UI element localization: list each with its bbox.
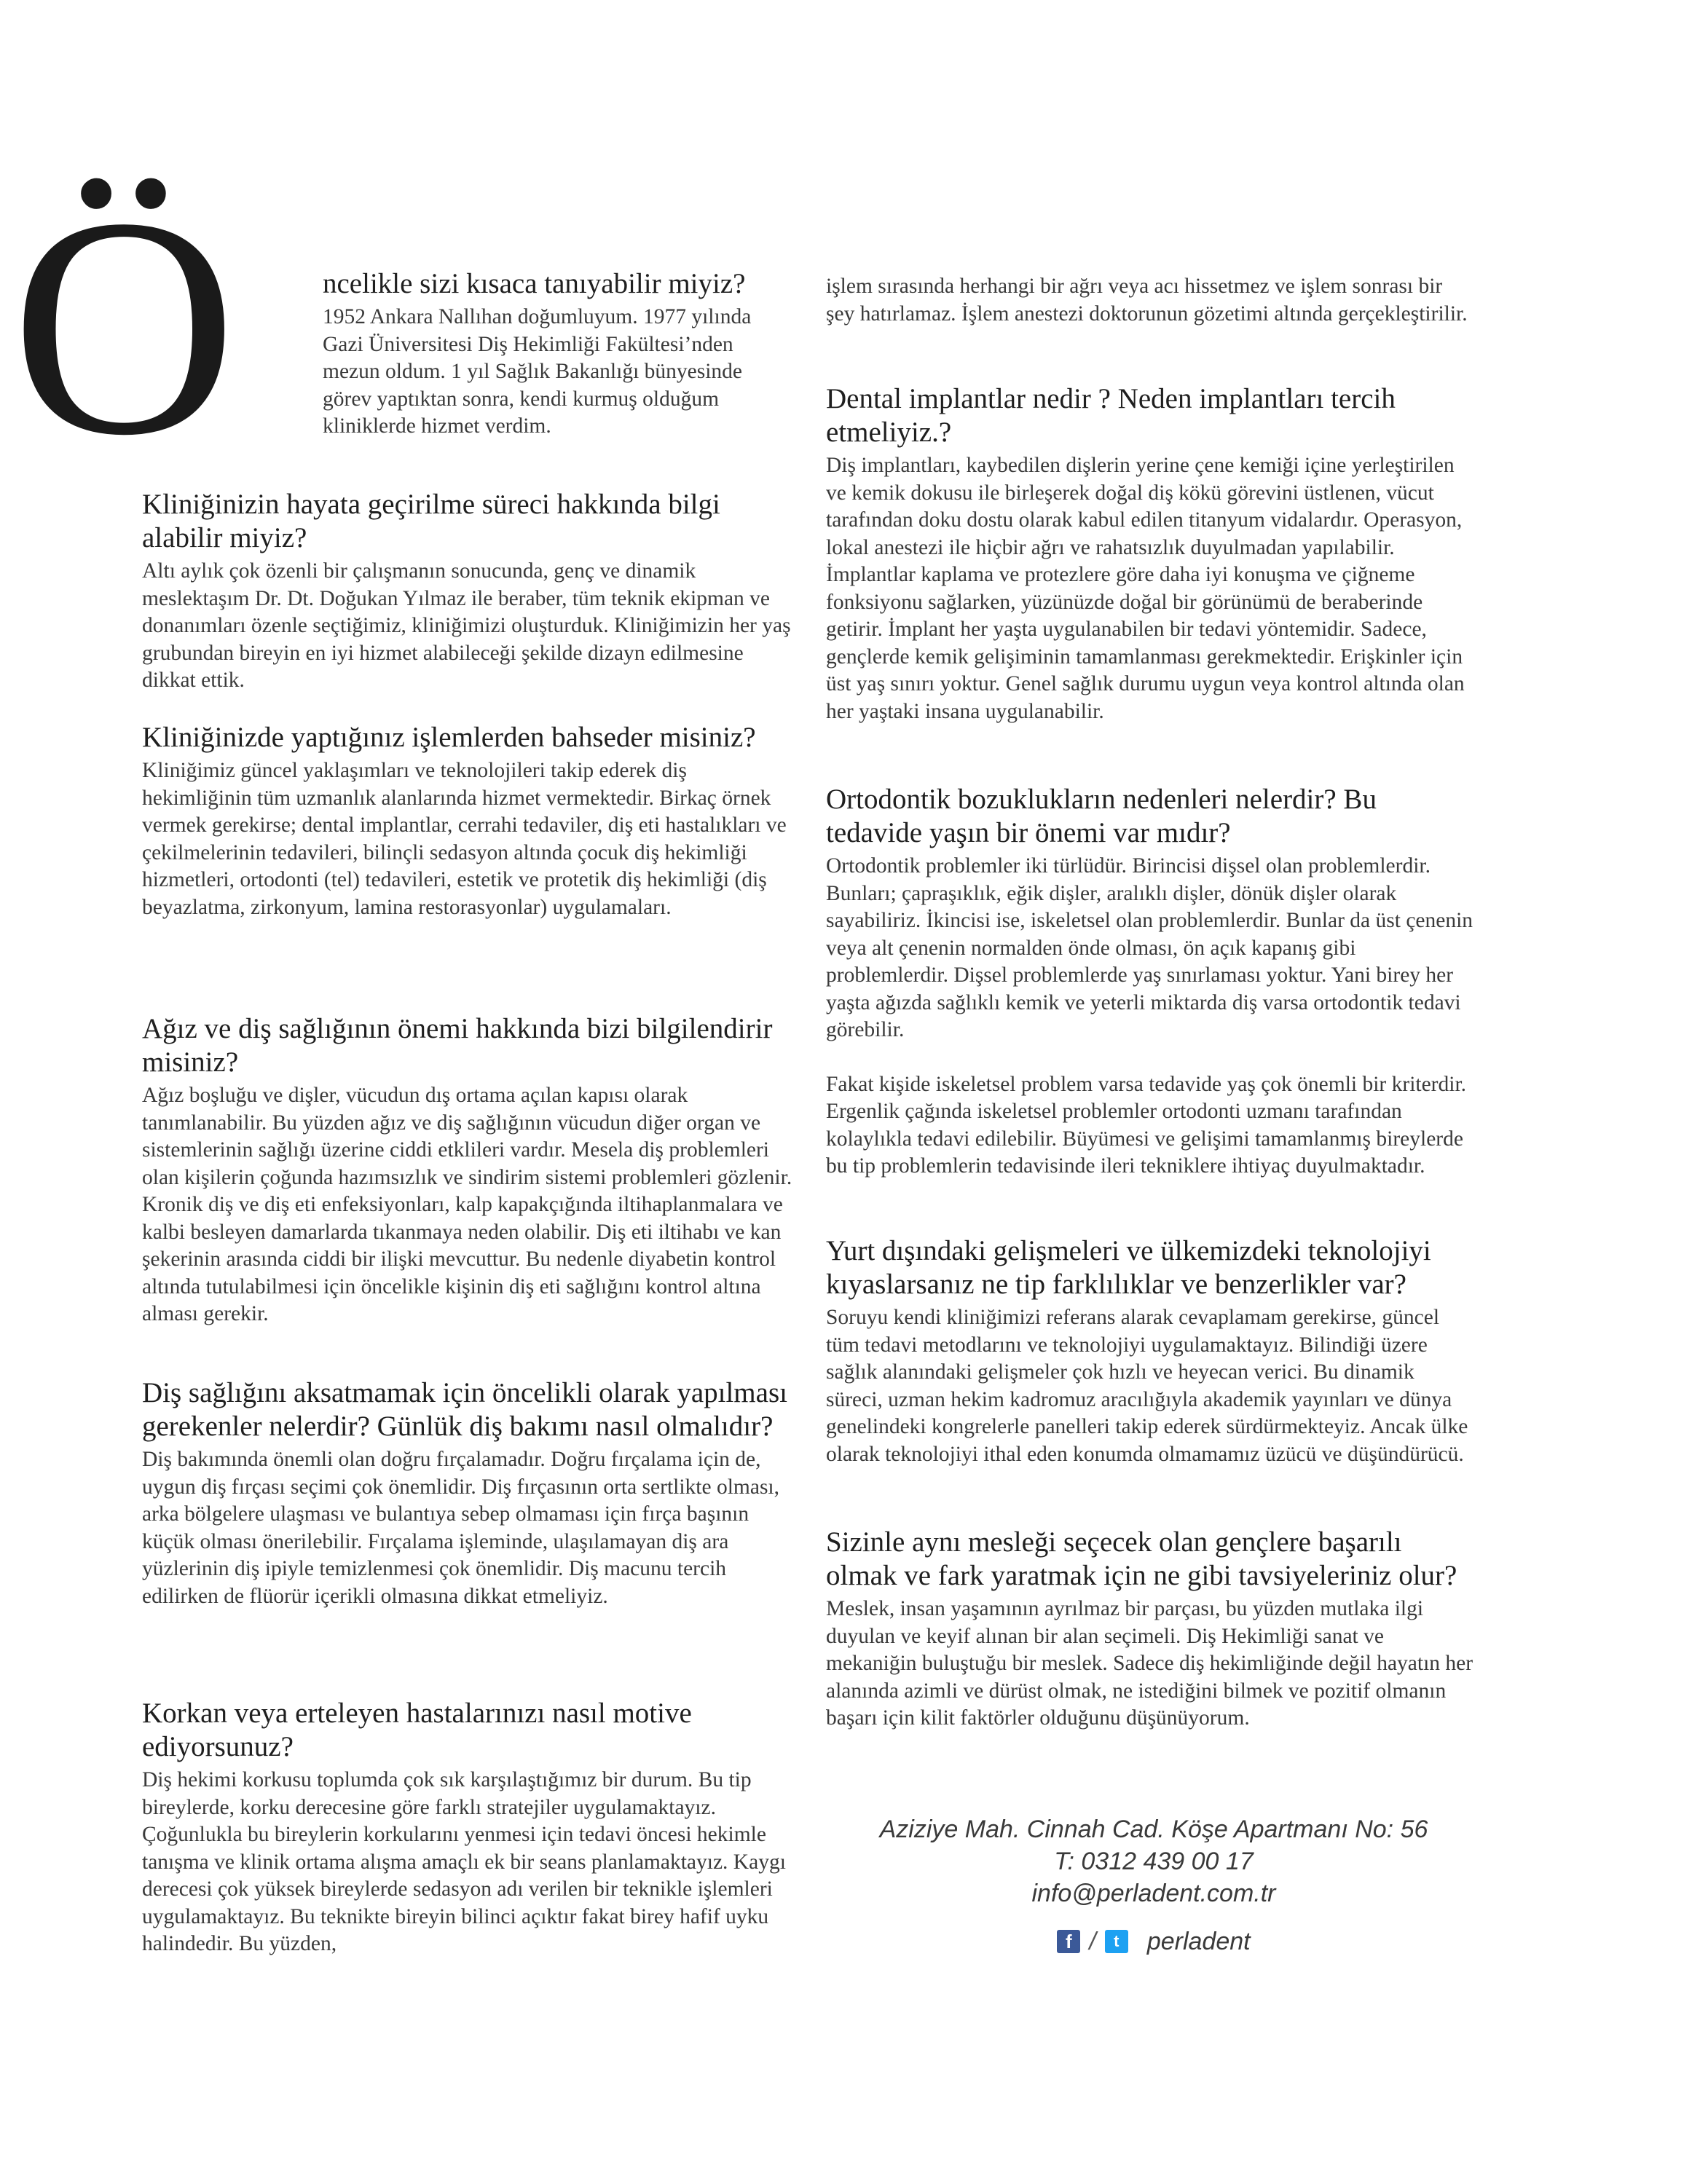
qa-left-5 (142, 1697, 794, 1958)
question-heading: Ortodontik bozuklukların nedenleri nelerdir? Bu tedavide yaşın bir önemi var mıdır? (826, 784, 1377, 848)
question-heading: Yurt dışındaki gelişmeleri ve ülkemizdeki teknolojiyi kıyaslarsanız ne tip farklılıklar ve benzerlikler var? (826, 1235, 1431, 1300)
contact-block (826, 1813, 1482, 1958)
social-handle[interactable]: perladent (1146, 1928, 1251, 1955)
qa-left-3 (142, 1012, 794, 1328)
facebook-icon[interactable]: f (1057, 1930, 1080, 1953)
qa-left-1 (142, 488, 794, 695)
social-separator: / (1089, 1928, 1096, 1955)
answer-paragraph: Kliniğimiz güncel yaklaşımları ve teknolojileri takip ederek diş hekimliğinin tüm uzmanlık alanlarında hizmet vermektedir. Birkaç örnek vermek gerekirse; dental implantlar, cerrahi tedaviler, diş eti hastalıkları ve çekilmelerinin tedavileri, bilinçli sedasyon altında çocuk diş hekimliği hizmetleri, ortodonti (tel) tedavileri, estetik ve protetik diş hekimliği (diş beyazlatma, zirkonyum, lamina restorasyonlar) uygulamaları. (142, 759, 787, 919)
question-heading: Kliniğinizde yaptığınız işlemlerden bahseder misiniz? (142, 722, 756, 753)
answer-paragraph: Meslek, insan yaşamının ayrılmaz bir parçası, bu yüzden mutlaka ilgi duyulan ve keyif alınan bir alan seçimeli. Diş Hekimliği sanat ve mekaniğin buluştuğu bir meslek. Sadece diş hekimliğinde değil hayatın her alanında azimli ve dürüst olmak, ne istediğini bilmek ve pozitif olmanın başarı için kilit faktörler olduğunu düşünüyorum. (826, 1597, 1473, 1730)
continuation-block (826, 273, 1474, 328)
question-heading: Dental implantlar nedir ? Neden implantları tercih etmeliyiz.? (826, 383, 1396, 448)
answer-paragraph: Altı aylık çok özenli bir çalışmanın sonucunda, genç ve dinamik meslektaşım Dr. Dt. Doğukan Yılmaz ile beraber, tüm teknik ekipman ve donanımları özenle seçtiğimiz, kliniğimizi oluşturduk. Kliniğimizin her yaş grubundan bireyin en iyi hizmet alabileceği şekilde dizayn edilmesine dikkat ettik. (142, 559, 791, 692)
qa-right-3 (826, 1234, 1474, 1468)
answer-paragraph: Diş bakımında önemli olan doğru fırçalamadır. Doğru fırçalama için de, uygun diş fırçası seçimi çok önemlidir. Diş fırçasının orta sertlikte olması, arka bölgelere ulaşması ve bulantıya sebep olmaması için fırça başının küçük olması önerilebilir. Fırçalama işleminde, ulaşılamayan diş ara yüzlerinin diş ipiyle temizlenmesi çok önemlidir. Diş macunu tercih edilirken de flüorür içerikli olmasına dikkat etmeliyiz. (142, 1448, 779, 1608)
question-heading: Ağız ve diş sağlığının önemi hakkında bizi bilgilendirir misiniz? (142, 1013, 773, 1078)
answer-paragraph: Diş implantları, kaybedilen dişlerin yerine çene kemiği içine yerleştirilen ve kemik dokusu ile birleşerek doğal diş kökü görevini üstlenen, vücut tarafından doku dostu olarak kabul edilen titanyum vidalardır. Operasyon, lokal anestezi ile hiçbir ağrı ve rahatsızlık duyulmadan yapılabilir. İmplantlar kaplama ve protezlere göre daha iyi konuşma ve çiğneme fonksiyonu sağlarken, yüzünüzde doğal bir görünümü de beraberinde getirir. İmplant her yaşta uygulanabilen bir tedavi yöntemidir. Sadece, gençlerde kemik gelişiminin tamamlanması gerekmektedir. Erişkinler için üst yaş sınırı yoktur. Genel sağlık durumu uygun veya kontrol altında olan her yaştaki insana uygulanabilir. (826, 454, 1465, 723)
question-heading: Diş sağlığını aksatmamak için öncelikli olarak yapılması gerekenler nelerdir? Günlük diş bakımı nasıl olmalıdır? (142, 1377, 787, 1442)
qa-left-2 (142, 721, 794, 921)
social-links (826, 1925, 1482, 1958)
answer-paragraph: Ortodontik problemler iki türlüdür. Birincisi dişsel olan problemlerdir. Bunları; çapraşıklık, eğik dişler, aralıklı dişler, dönük dişler olarak sayabiliriz. İkincisi ise, iskeletsel olan problemlerdir. Bunlar da üst çenenin veya alt çenenin normalden önde olması, ön açık kapanış gibi problemlerdir. Dişsel problemlerde yaş sınırlaması yoktur. Yani birey her yaşta ağızda sağlıklı kemik ve yeterli miktarda diş varsa ortodontik tedavi görebilir. (826, 854, 1473, 1041)
qa-left-4 (142, 1376, 794, 1610)
answer-paragraph: Ağız boşluğu ve dişler, vücudun dış ortama açılan kapısı olarak tanımlanabilir. Bu yüzden ağız ve diş sağlığının vücudun diğer organ ve sistemlerinin sağlığı üzerine ciddi etklileri vardır. Mesela diş problemleri olan kişilerin çoğunda hazımsızlık ve sindirim sistemi problemleri gözlenir. Kronik diş ve diş eti enfeksiyonları, kalp kapakçığında iltihaplanmalara ve kalbi besleyen damarlarda tıkanmaya neden olabilir. Diş eti iltihabı ve kan şekerinin arasında ciddi bir ilişki mevcuttur. Bu nedenle diyabetin kontrol altında tutulabilmesi için öncelikle kişinin diş eti sağlığını kontrol altına alması gerekir. (142, 1084, 792, 1325)
contact-address: Aziziye Mah. Cinnah Cad. Köşe Apartmanı No: 56 (879, 1816, 1428, 1843)
contact-phone: T: 0312 439 00 17 (1054, 1848, 1254, 1875)
answer-paragraph: Fakat kişide iskeletsel problem varsa tedavide yaş çok önemli bir kriterdir. Ergenlik çağında iskeletsel problemler ortodonti uzmanı tarafından kolaylıkla tedavi edilebilir. Büyümesi ve gelişimi tamamlanmış bireylerde bu tip problemlerin tedavisinde ileri tekniklere ihtiyaç duyulmaktadır. (826, 1072, 1467, 1178)
intro-answer: 1952 Ankara Nallıhan doğumluyum. 1977 yılında Gazi Üniversitesi Diş Hekimliği Fakültesi’nden mezun oldum. 1 yıl Sağlık Bakanlığı bünyesinde görev yaptıktan sonra, kendi kurmuş olduğum kliniklerde hizmet verdim. (323, 305, 752, 438)
question-heading: Korkan veya erteleyen hastalarınızı nasıl motive ediyorsunuz? (142, 1698, 692, 1762)
question-heading: Sizinle aynı mesleği seçecek olan gençlere başarılı olmak ve fark yaratmak için ne gibi tavsiyeleriniz olur? (826, 1526, 1457, 1591)
twitter-icon[interactable]: t (1105, 1930, 1128, 1953)
question-heading: Kliniğinizin hayata geçirilme süreci hakkında bilgi alabilir miyiz? (142, 489, 720, 553)
intro-question: ncelikle sizi kısaca tanıyabilir miyiz? (323, 268, 746, 299)
intro-block (323, 267, 789, 441)
answer-paragraph: Diş hekimi korkusu toplumda çok sık karşılaştığımız bir durum. Bu tip bireylerde, korku derecesine göre farklı stratejiler uygulamaktayız. Çoğunlukla bu bireylerin korkularını yenmesi için tedavi öncesi hekimle tanışma ve klinik ortama alışma amaçlı ek bir seans planlamaktayız. Kaygı derecesi çok yüksek bireylerde sedasyon adı verilen bir teknikle işlemleri uygulamaktayız. Bu teknikte bireyin bilinci açıktır fakat birey hafif uyku halindedir. Bu yüzden, (142, 1768, 786, 1955)
qa-right-2 (826, 783, 1474, 1180)
qa-right-4 (826, 1526, 1474, 1732)
contact-email[interactable]: info@perladent.com.tr (1031, 1880, 1276, 1907)
drop-cap: Ö (11, 154, 237, 500)
answer-paragraph: Soruyu kendi kliniğimizi referans alarak cevaplamam gerekirse, güncel tüm tedavi metodlarını ve teknolojiyi uygulamaktayız. Bilindiği üzere sağlık alanındaki gelişmeler çok hızlı ve heyecan verici. Bu dinamik süreci, uzman hekim kadromuz aracılığıyla akademik yayınları ve dünya genelindeki kongrelerle panelleri takip ederek sürdürmekteyiz. Ancak ülke olarak teknolojiyi ithal eden konumda olmamamız üzücü ve düşündürücü. (826, 1306, 1468, 1466)
continuation-paragraph: işlem sırasında herhangi bir ağrı veya acı hissetmez ve işlem sonrası bir şey hatırlamaz. İşlem anestezi doktorunun gözetimi altında gerçekleştirilir. (826, 275, 1468, 326)
qa-right-1 (826, 382, 1474, 725)
